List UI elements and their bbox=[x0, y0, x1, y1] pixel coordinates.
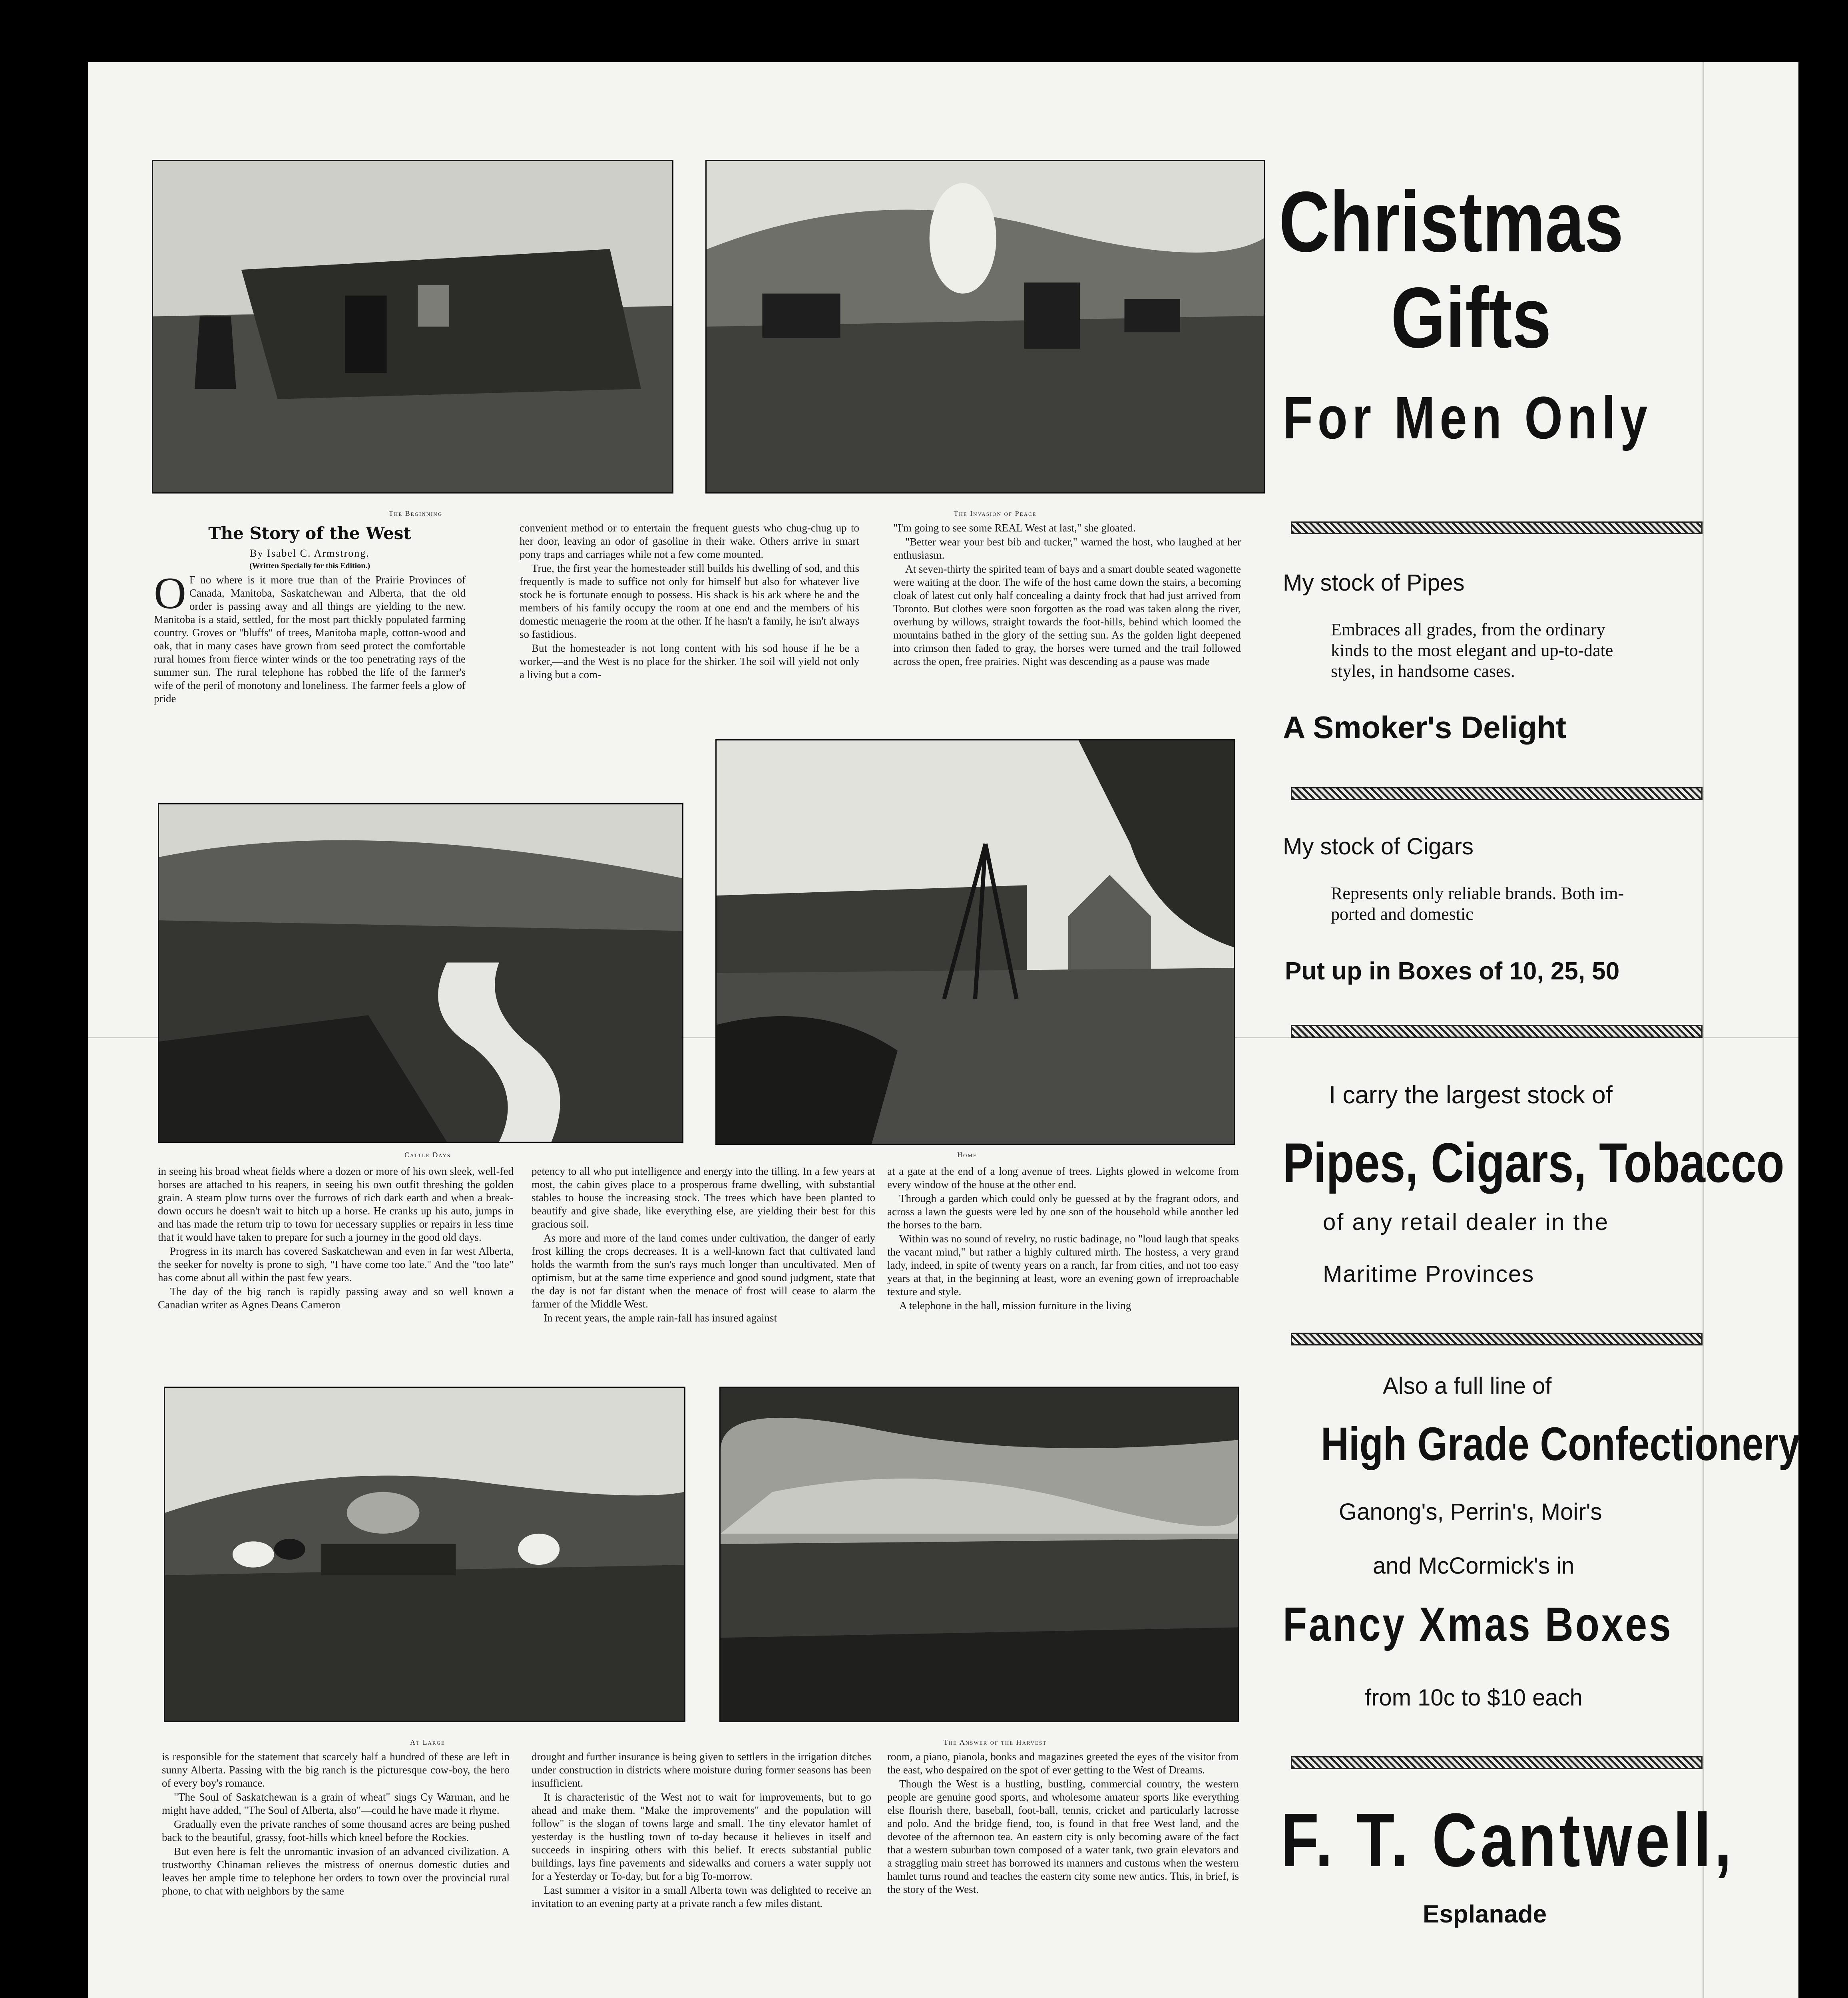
paragraph: "I'm going to see some REAL West at last," she gloated. bbox=[893, 522, 1136, 534]
paragraph: Within was no sound of revelry, no rustic badinage, no "loud laugh that speaks the vacant mind," but rather a highly cultured mirth. The hostess, a very grand lady, indeed, in spite of twenty years on a ranch, far from cities, and not too easy years at that, in the beginning at least, wore an evening gown of irreproachable texture and style. bbox=[887, 1233, 1239, 1298]
caption-invasion: The Invasion of Peace bbox=[954, 509, 1037, 517]
ornamental-divider bbox=[1291, 1025, 1703, 1038]
column-1-1 bbox=[154, 573, 466, 805]
paragraph: "Better wear your best bib and tucker," warned the host, who laughed at her enthusiasm. bbox=[893, 536, 1241, 561]
merchant-name: F. T. Cantwell, bbox=[1281, 1798, 1735, 1883]
paragraph: at a gate at the end of a long avenue of trees. Lights glowed in welcome from every window of the house at the other end. bbox=[887, 1165, 1239, 1190]
caption-harvest: The Answer of the Harvest bbox=[943, 1738, 1047, 1746]
paragraph: F no where is it more true than of the Prairie Provinces of Canada, Manitoba, Saskatchewan and Alberta, that the old order is passing away and all things are yielding to the new. Manitoba is a staid, settled, for the most part thickly populated farming country. Groves or "bluffs" of trees, Manitoba maple, cotton-wood and oak, that in many cases have grown from seed protect the comfortable rural homes from fierce winter winds or the too penetrating rays of the summer sun. The rural telephone has robbed the life of the farmer's wife of the peril of monotony and loneliness. The farmer feels a glow of pride bbox=[154, 574, 466, 704]
column-3-1 bbox=[162, 1750, 510, 1942]
paragraph: Last summer a visitor in a small Alberta town was delighted to receive an invitation to an evening party at a private ranch a few miles distant. bbox=[532, 1884, 871, 1909]
cigars-heading: My stock of Cigars bbox=[1283, 834, 1474, 860]
full-line: Also a full line of bbox=[1383, 1373, 1552, 1399]
byline-note: (Written Specially for this Edition.) bbox=[249, 561, 370, 570]
fancy-xmas-boxes: Fancy Xmas Boxes bbox=[1283, 1598, 1673, 1651]
caption-home: Home bbox=[957, 1151, 977, 1159]
caption-large: At Large bbox=[410, 1738, 445, 1746]
paragraph: As more and more of the land comes under cultivation, the danger of early frost killing the crops decreases. It is a well-known fact that cultivated land holds the warmth from the sun's rays much longer than uncultivated. Men of optimism, but at the same time experience and good sound judgment, state that the day is not far distant when the menace of frost will cease to alarm the farmer of the Middle West. bbox=[532, 1232, 875, 1310]
caption-cattle: Cattle Days bbox=[404, 1151, 451, 1159]
paragraph: drought and further insurance is being given to settlers in the irrigation ditches under construction in districts where moisture during former seasons has been insufficient. bbox=[532, 1751, 871, 1789]
pipes-cigars-tobacco: Pipes, Cigars, Tobacco bbox=[1283, 1131, 1784, 1194]
pipes-desc-line: styles, in handsome cases. bbox=[1331, 661, 1515, 681]
ornamental-divider bbox=[1291, 787, 1703, 800]
photo-answer-of-harvest bbox=[719, 1387, 1239, 1722]
paragraph: A telephone in the hall, mission furniture in the living bbox=[899, 1299, 1131, 1311]
pipes-description bbox=[1331, 619, 1613, 682]
pipes-desc-line: Embraces all grades, from the ordinary bbox=[1331, 620, 1605, 639]
photo-home bbox=[715, 739, 1235, 1145]
photo-invasion-of-peace bbox=[705, 160, 1265, 494]
ornamental-divider bbox=[1291, 1756, 1703, 1769]
merchant-street: Esplanade bbox=[1423, 1900, 1547, 1928]
brands-line-1: Ganong's, Perrin's, Moir's bbox=[1339, 1499, 1602, 1525]
photo-cattle-days bbox=[158, 803, 683, 1143]
photo-the-beginning bbox=[152, 160, 673, 494]
newspaper-page bbox=[88, 62, 1798, 1998]
paragraph: In recent years, the ample rain-fall has insured against bbox=[544, 1312, 777, 1324]
page-edge-line bbox=[1703, 62, 1704, 1998]
paragraph: convenient method or to entertain the frequent guests who chug-chug up to her door, leaving an odor of gasoline in their wake. Others arrive in smart pony traps and carriages while not a few come mounted. bbox=[520, 522, 859, 560]
paragraph: But the homesteader is not long content with his sod house if he be a worker,—and the West is no place for the shirker. The soil will yield not only a living but a com- bbox=[520, 642, 859, 681]
ad-headline-christmas: Christmas bbox=[1279, 173, 1624, 270]
column-3-3 bbox=[887, 1750, 1239, 1942]
paragraph: Gradually even the private ranches of some thousand acres are being pushed back to the beautiful, grassy, foot-hills which kneel before the Rockies. bbox=[162, 1818, 510, 1843]
paragraph: Through a garden which could only be guessed at by the fragrant odors, and across a lawn the guests were led by one son of the household while another led the horses to the barn. bbox=[887, 1192, 1239, 1231]
maritime-line: Maritime Provinces bbox=[1323, 1261, 1535, 1287]
ad-subhead: For Men Only bbox=[1283, 384, 1652, 451]
paragraph: room, a piano, pianola, books and magazines greeted the eyes of the visitor from the east, who despaired on the spot of ever getting to the West of Dreams. bbox=[887, 1751, 1239, 1776]
paragraph: Though the West is a hustling, bustling, commercial country, the western people are genuine good sports, and wholesome amateur sports like everything else flourish there, baseball, foot-ball, tennis, cricket and particularly lacrosse and polo. And the bridge fiend, too, is found in that free West land, and the devotee of the afternoon tea. An eastern city is only becoming aware of the fact that a western suburban town composed of a water tank, two grain elevators and a straggling main street has borrowed its manners and customs when the western hamlet turns round and teaches the eastern city some new antics. This, in brief, is the story of the West. bbox=[887, 1778, 1239, 1895]
paragraph: petency to all who put intelligence and energy into the tilling. In a few years at most, the cabin gives place to a prosperous frame dwelling, with substantial stables to house the increasing stock. The trees which have been planted to beautify and give shade, like everything else, are yielding their best for this gracious soil. bbox=[532, 1165, 875, 1230]
caption-beginning: The Beginning bbox=[388, 509, 443, 517]
pipes-heading: My stock of Pipes bbox=[1283, 570, 1465, 596]
cigars-description bbox=[1331, 883, 1624, 925]
column-2-3 bbox=[887, 1165, 1239, 1373]
smoker-delight: A Smoker's Delight bbox=[1283, 710, 1567, 745]
column-2-1 bbox=[158, 1165, 514, 1373]
ornamental-divider bbox=[1291, 521, 1703, 534]
paragraph: It is characteristic of the West not to wait for improvements, but to go ahead and make them. "Make the improvements" and the population will follow" is the slogan of towns large and small. The tiny elevator hamlet of yesterday is the hustling town of to-day because it believes in itself and succeeds in inspiring others with this belief. It erects substantial public buildings, lays fine pavements and sidewalks and corners a water supply not for a Yesterday or To-day, but for a big To-morrow. bbox=[532, 1791, 871, 1882]
story-title: The Story of the West bbox=[208, 523, 411, 543]
paragraph: Progress in its march has covered Saskatchewan and even in far west Alberta, the seeker for novelty is prone to sigh, "I have come too late." And the "too late" has come about all within the past few years. bbox=[158, 1245, 514, 1284]
cigars-desc-line: Represents only reliable brands. Both im- bbox=[1331, 884, 1624, 903]
ad-headline-gifts: Gifts bbox=[1391, 269, 1551, 366]
byline: By Isabel C. Armstrong. bbox=[250, 547, 370, 559]
drop-cap: O bbox=[154, 573, 186, 618]
confectionery-line: High Grade Confectionery bbox=[1321, 1418, 1800, 1471]
pipes-desc-line: kinds to the most elegant and up-to-date bbox=[1331, 641, 1613, 660]
boxes-line: Put up in Boxes of 10, 25, 50 bbox=[1285, 957, 1620, 985]
column-3-2 bbox=[532, 1750, 871, 1942]
cigars-desc-line: ported and domestic bbox=[1331, 904, 1474, 924]
paragraph: "The Soul of Saskatchewan is a grain of wheat" sings Cy Warman, and he might have added, "The Soul of Alberta, also"—could he have made it rhyme. bbox=[162, 1791, 510, 1816]
paragraph: At seven-thirty the spirited team of bays and a smart double seated wagonette were waiting at the door. The wife of the host came down the stairs, a becoming cloak of latest cut only half concealing a dainty frock that had just arrived from Toronto. But clothes were soon forgotten as the road was taken along the river, overhung by willows, straight towards the foot-hills, behind which loomed the mountains bathed in the glory of the setting sun. As the golden light deepened into crimson then faded to gray, the horses were turned and the trail followed across the open, free prairies. Night was descending as a pause was made bbox=[893, 563, 1241, 667]
price-line: from 10c to $10 each bbox=[1365, 1685, 1583, 1711]
paragraph: in seeing his broad wheat fields where a dozen or more of his own sleek, well-fed horses are attached to his reapers, in seeing his own outfit threshing the golden grain. A steam plow turns over the furrows of rich dark earth and when a break-down occurs he doesn't wait to hitch up a horse. He cranks up his auto, jumps in and has made the return trip to town for necessary supplies or repairs in less time that it would have taken to prepare for such a journey in the good old days. bbox=[158, 1165, 514, 1243]
carry-line: I carry the largest stock of bbox=[1329, 1081, 1613, 1109]
paragraph: But even here is felt the unromantic invasion of an advanced civilization. A trustworthy Chinaman relieves the mistress of onerous domestic duties and leaves her ample time to telephone her orders to town over the provincial rural phone, to chat with neighbors by the same bbox=[162, 1845, 510, 1897]
column-2-2 bbox=[532, 1165, 875, 1373]
paragraph: is responsible for the statement that scarcely half a hundred of these are left in sunny Alberta. Passing with the big ranch is the picturesque cow-boy, the hero of every boy's romance. bbox=[162, 1751, 510, 1789]
photo-at-large bbox=[164, 1387, 685, 1722]
retail-line: of any retail dealer in the bbox=[1323, 1209, 1609, 1235]
paragraph: True, the first year the homesteader still builds his dwelling of sod, and this frequently is made to suffice not only for himself but also for whatever live stock he is fortunate enough to possess. His shack is his ark where he and the members of his family occupy the room at one end and the members of his domestic menagerie the room at the other. If he hasn't a family, he isn't always so fastidious. bbox=[520, 562, 859, 640]
paragraph: The day of the big ranch is rapidly passing away and so well known a Canadian writer as Agnes Deans Cameron bbox=[158, 1286, 514, 1311]
brands-line-2: and McCormick's in bbox=[1373, 1553, 1575, 1579]
ornamental-divider bbox=[1291, 1333, 1703, 1345]
